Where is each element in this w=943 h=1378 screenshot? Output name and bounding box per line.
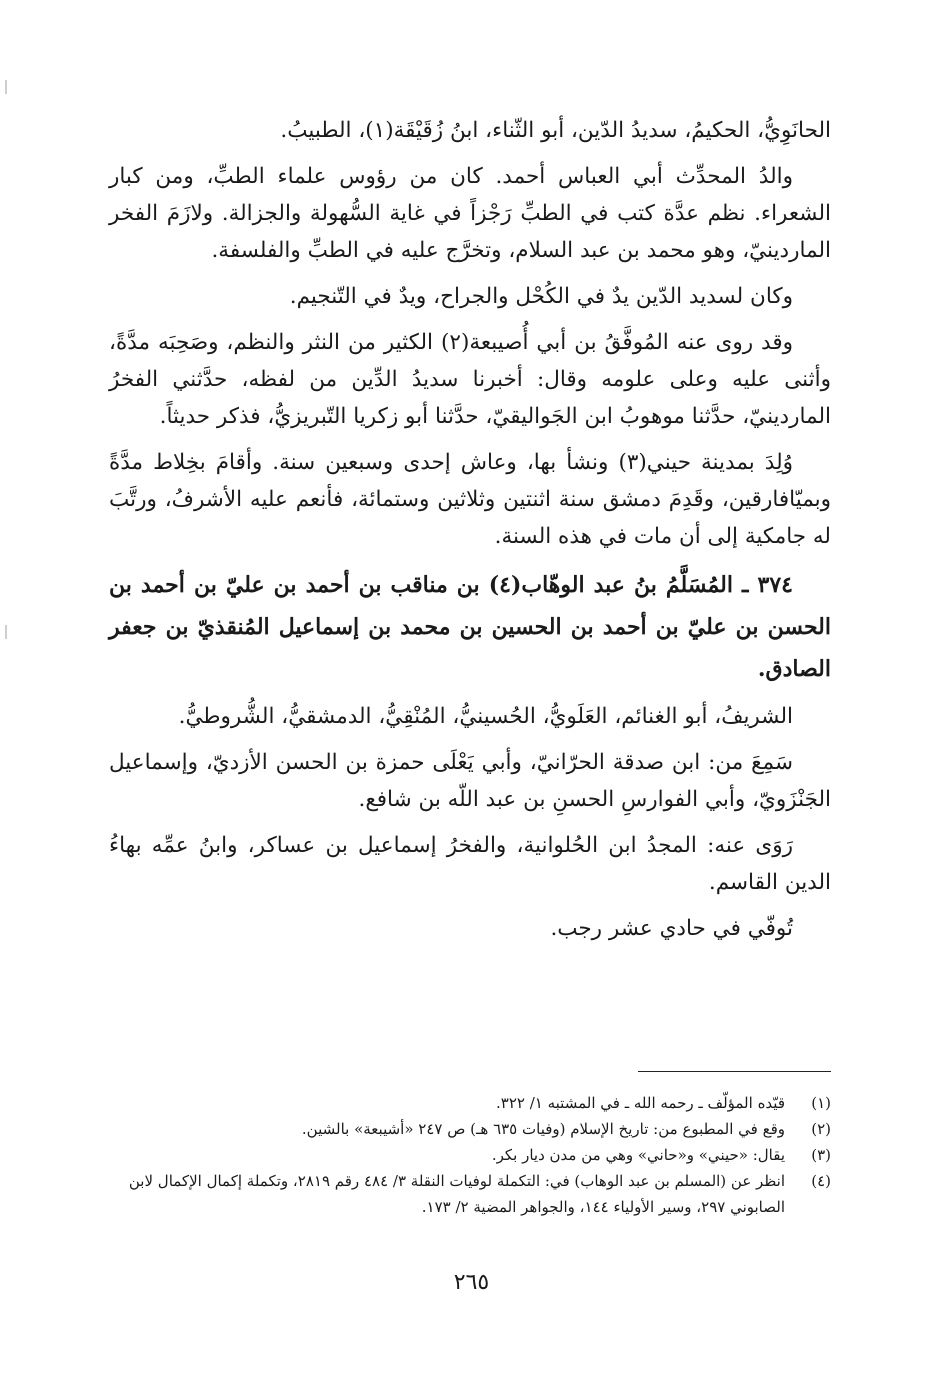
footnote: [109, 1116, 831, 1142]
paragraph: وقد روى عنه المُوفَّقُ بن أبي أُصيبعة(٢) الكثير من النثر والنظم، وصَحِبَه مدَّةً، وأثنى عليه وعلى علومه وقال: أخبرنا سديدُ الدِّين من لفظه، حدَّثني الفخرُ الماردينيّ، حدَّثنا موهوبُ ابن الجَواليقيّ، حدَّثنا أبو زكريا التّبريزيُّ، فذكر حديثاً.: [109, 330, 831, 429]
scan-margin-mark: [5, 80, 7, 94]
footnotes: [109, 1090, 831, 1220]
footnote-number: (٢): [811, 1120, 831, 1138]
scan-margin-mark: [5, 625, 7, 639]
page-number: ٢٦٥: [453, 1270, 490, 1295]
paragraph: سَمِعَ من: ابن صدقة الحرّانيّ، وأبي يَعْلَى حمزة بن الحسن الأزديّ، وإسماعيل الجَنْزَويّ، وأبي الفوارسِ الحسنِ بن عبد اللّه بن شافع.: [109, 750, 831, 812]
footnote-text: وقع في المطبوع من: تاريخ الإسلام (وفيات ٦٣٥ هـ) ص ٢٤٧ «أشيبعة» بالشين.: [301, 1120, 785, 1138]
footnote-number: (١): [811, 1094, 831, 1112]
footnote-text: يقال: «حيني» و«حاني» وهي من مدن ديار بكر.: [491, 1146, 785, 1164]
paragraph: الشريفُ، أبو الغنائم، العَلَويُّ، الحُسينيُّ، المُنْقِيُّ، الدمشقيُّ، الشُّروطيُّ.: [178, 704, 793, 729]
footnote: [109, 1168, 831, 1220]
paragraph: تُوفّي في حادي عشر رجب.: [550, 916, 793, 941]
paragraph: وكان لسديد الدّين يدٌ في الكُحْل والجراح، ويدٌ في التّنجيم.: [289, 284, 793, 309]
biography-entry-heading: ٣٧٤ ـ المُسَلَّمُ بنُ عبد الوهّاب(٤) بن مناقب بن أحمد بن عليّ بن أحمد بن الحسن بن عليّ بن أحمد بن الحسين بن محمد بن إسماعيل المُنقذيّ بن جعفر الصادق.: [109, 572, 831, 682]
paragraph-continuation: الحانَوِيُّ، الحكيمُ، سديدُ الدّين، أبو الثّناء، ابنُ زُقَيْقَة(١)، الطبيبُ.: [280, 118, 831, 143]
footnote-text: انظر عن (المسلم بن عبد الوهاب) في: التكملة لوفيات النقلة ٣/ ٤٨٤ رقم ٢٨١٩، وتكملة إكمال الإكمال لابن الصابوني ٢٩٧، وسير الأولياء ١٤٤، والجواهر المضية ٢/ ١٧٣.: [128, 1172, 785, 1216]
footnote: [109, 1090, 831, 1116]
paragraph: رَوَى عنه: المجدُ ابن الحُلوانية، والفخرُ إسماعيل بن عساكر، وابنُ عمِّه بهاءُ الدين القاسم.: [109, 833, 831, 895]
footnote-separator: [638, 1071, 831, 1072]
paragraph: والدُ المحدِّث أبي العباس أحمد. كان من رؤوس علماء الطبِّ، ومن كبار الشعراء. نظم عدَّة كتب في الطبِّ رَجْزاً في غاية السُّهولة والجزالة. ولازَمَ الفخر الماردينيّ، وهو محمد بن عبد السلام، وتخرَّج عليه في الطبِّ والفلسفة.: [109, 164, 831, 263]
footnote: [109, 1142, 831, 1168]
main-text: [109, 112, 831, 956]
paragraph: وُلِدَ بمدينة حيني(٣) ونشأ بها، وعاش إحدى وسبعين سنة. وأقامَ بخِلاط مدَّةً وبميّافارقين، وقَدِمَ دمشق سنة اثنتين وثلاثين وستمائة، فأنعم عليه الأشرفُ، ورتَّبَ له جامكية إلى أن مات في هذه السنة.: [109, 450, 831, 549]
footnote-number: (٣): [811, 1146, 831, 1164]
footnote-number: (٤): [811, 1172, 831, 1190]
footnote-text: قيّده المؤلّف ـ رحمه الله ـ في المشتبه ١/ ٣٢٢.: [496, 1094, 785, 1112]
